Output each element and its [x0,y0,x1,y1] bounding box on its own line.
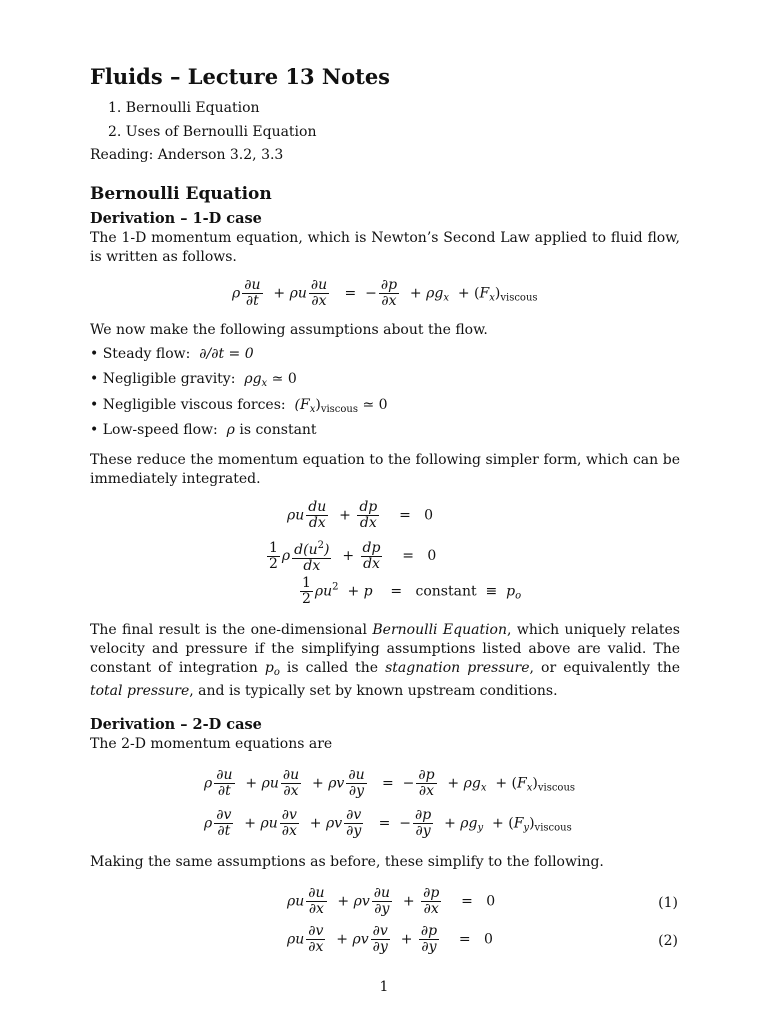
paragraph-simplify: Making the same assumptions as before, these simplify to the following. [90,854,604,870]
paragraph-2d-intro: The 2-D momentum equations are [90,736,333,752]
equation-1d-b: $\frac{1}{2}$ ρ $\frac{d(u^2)}{dx}$ + $\frac{dp}{dx}$ = 0 [269,539,437,574]
assumption-low-speed: • Low-speed flow: ρ is constant [90,422,317,438]
equation-2d-simplified-2: ρu $\frac{\partial v}{\partial x}$ + ρv $\frac{\partial v}{\partial y}$ + $\frac{\partial p}{\partial y}$ = 0 [287,923,493,955]
equation-2d-simplified-1: ρu $\frac{\partial u}{\partial x}$ + ρv $\frac{\partial u}{\partial y}$ + $\frac{\partial p}{\partial x}$ = 0 [287,885,496,917]
subheading-2d: Derivation – 2-D case [90,716,262,733]
paragraph-bernoulli-result: The final result is the one-dimensional Bernoulli Equation, which uniquely relates velocity and pressure if the simplifying assumptions listed above are valid. The constant of integration $p_o$ is called the stagnation pressure, or equivalently the total pressure, and is typically set by known upstream conditions. [90,622,680,699]
outline-item-1: 1. Bernoulli Equation [108,100,260,116]
assumption-gravity: • Negligible gravity: $\rho g_x$ ≃ 0 [90,371,297,389]
equation-2d-y-momentum: ρ $\frac{\partial v}{\partial t}$ + ρu $\frac{\partial v}{\partial x}$ + ρv $\frac{\partial v}{\partial y}$ = − $\frac{\partial p}{\partial y}$ + $\rho g_y + (F_y)_{viscous}$ [204,807,572,839]
equation-2d-x-momentum: ρ $\frac{\partial u}{\partial t}$ + ρu $\frac{\partial u}{\partial x}$ + ρv $\frac{\partial u}{\partial y}$ = − $\frac{\partial p}{\partial x}$ + $\rho g_x + (F_x)_{viscous}$ [204,767,576,799]
page-number: 1 [379,979,389,995]
equation-1d-integrated: $\frac{1}{2}$ $\rho u^2 + p$ = constant ≡ $p_o$ [302,575,522,607]
equation-number-1: (1) [658,895,678,911]
paragraph-reduce: These reduce the momentum equation to the following simpler form, which can be immediately integrated. [90,452,680,487]
reading-line: Reading: Anderson 3.2, 3.3 [90,147,284,163]
subheading-1d: Derivation – 1-D case [90,210,262,227]
section-heading-bernoulli: Bernoulli Equation [90,184,272,204]
paragraph-assumptions-intro: We now make the following assumptions about the flow. [90,322,488,338]
paragraph-1d-intro: The 1-D momentum equation, which is Newton’s Second Law applied to fluid flow, is written as follows. [90,230,680,265]
equation-1d-momentum: ρ $\frac{\partial u}{\partial t}$ + ρu $\frac{\partial u}{\partial x}$ = − $\frac{\partial p}{\partial x}$ + $\rho g_x + (F_x)_{viscous}$ [232,277,538,309]
assumption-viscous: • Negligible viscous forces: $(F_x)_{viscous}$ ≃ 0 [90,397,388,415]
equation-number-2: (2) [658,933,678,949]
equation-1d-a: ρu $\frac{du}{dx}$ + $\frac{dp}{dx}$ = 0 [287,499,434,531]
page-title: Fluids – Lecture 13 Notes [90,64,390,89]
outline-item-2: 2. Uses of Bernoulli Equation [108,124,317,140]
assumption-steady: • Steady flow: ∂/∂t = 0 [90,346,254,362]
